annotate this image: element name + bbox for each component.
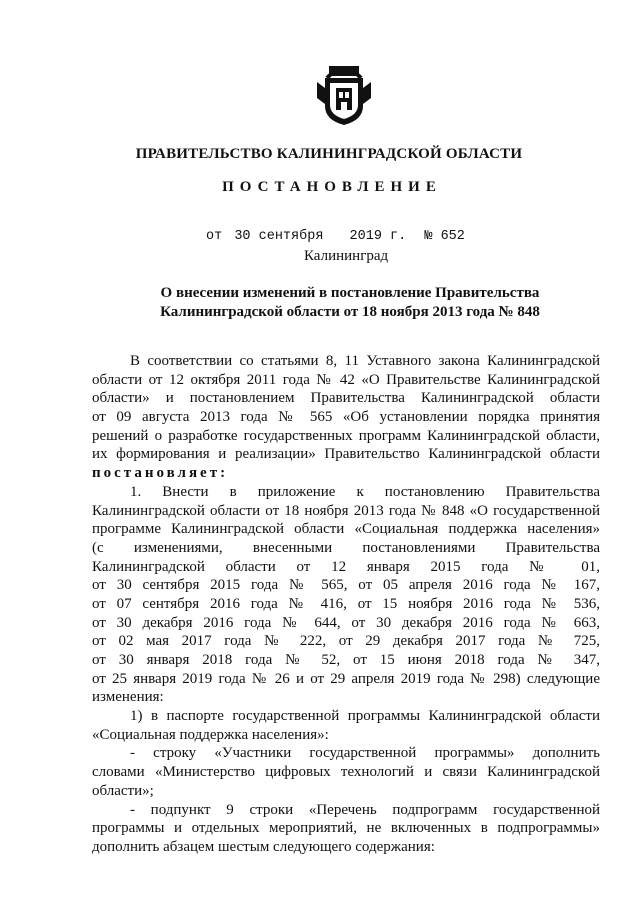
body-line: от 02 мая 2017 года № 222, от 29 декабря 2017 года № 725, <box>92 633 600 650</box>
city: Калининград <box>304 248 389 264</box>
date-day-month: 30 сентября <box>234 229 324 244</box>
subject-line: Калининградской области от 18 ноября 2013 года № 848 <box>160 304 540 320</box>
body-line: В соответствии со статьями 8, 11 Уставного закона Калининградской <box>130 353 600 369</box>
body-line: решений о разработке государственных программ Калининградской области, <box>92 427 600 444</box>
body-line: области» и постановлением Правительства Калининградской области <box>92 390 600 407</box>
body-line: словами «Министерство цифровых технологий и связи Калининградской <box>92 764 600 781</box>
body-line: изменения: <box>92 689 164 706</box>
coat-of-arms-icon <box>315 58 373 126</box>
body-line: от 25 января 2019 года № 26 и от 29 апреля 2019 года № 298) следующие <box>92 670 600 687</box>
document-number: № 652 <box>424 229 465 244</box>
body-line: программы и отдельных мероприятий, не включенных в подпрограммы» <box>92 820 600 837</box>
body-line: Калининградской области от 12 января 2015 года № 01, <box>92 558 600 575</box>
subject-line: О внесении изменений в постановление Правительства <box>160 285 540 301</box>
body-line: (с изменениями, внесенными постановлениями Правительства <box>92 539 600 556</box>
date-year: 2019 г. <box>349 229 407 244</box>
body-line: от 07 сентября 2016 года № 416, от 15 ноября 2016 года № 536, <box>92 595 600 612</box>
body-line: области»; <box>92 782 154 799</box>
body-line: от 30 января 2018 года № 52, от 15 июня 2018 года № 347, <box>92 652 600 668</box>
body-line: «Социальная поддержка населения»: <box>92 726 329 743</box>
body-line: области от 12 октября 2011 года № 42 «О Правительстве Калининградской <box>92 371 600 388</box>
body-line: 1) в паспорте государственной программы Калининградской области <box>130 708 600 725</box>
date-prefix: от <box>206 229 223 244</box>
document-date <box>206 229 465 244</box>
document-type: ПОСТАНОВЛЕНИЕ <box>222 179 442 195</box>
body-line: от 30 сентября 2015 года № 565, от 05 апреля 2016 года № 167, <box>92 577 600 594</box>
document-body <box>92 352 600 857</box>
body-line: от 30 декабря 2016 года № 644, от 30 декабря 2016 года № 663, <box>92 614 600 631</box>
body-line: - подпункт 9 строки «Перечень подпрограмм государственной <box>130 801 600 818</box>
body-line: 1. Внести в приложение к постановлению Правительства <box>130 483 600 500</box>
body-line: постановляет: <box>92 465 229 482</box>
body-line: программе Калининградской области «Социальная поддержка населения» <box>92 521 600 538</box>
government-name: ПРАВИТЕЛЬСТВО КАЛИНИНГРАДСКОЙ ОБЛАСТИ <box>135 146 523 162</box>
body-line: - строку «Участники государственной программы» дополнить <box>130 745 600 762</box>
body-line: Калининградской области от 18 ноября 2013 года № 848 «О государственной <box>92 502 600 519</box>
document-subject <box>140 284 560 322</box>
body-line: дополнить абзацем шестым следующего содержания: <box>92 838 435 855</box>
body-line: их формирования и реализации» Правительство Калининградской области <box>92 446 600 463</box>
body-line: от 09 августа 2013 года № 565 «Об установлении порядка принятия <box>92 409 600 426</box>
